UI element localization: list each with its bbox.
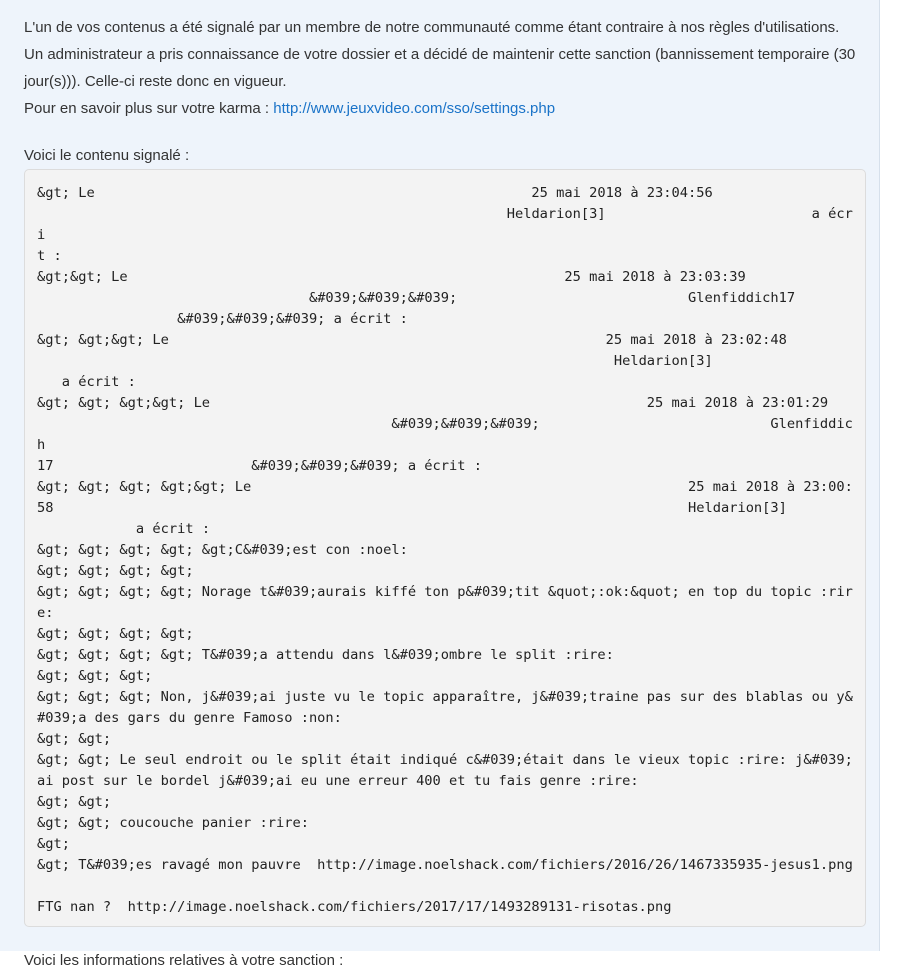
reported-content-line: e: <box>37 605 54 621</box>
reported-content-line: &#039;&#039;&#039; a écrit : <box>37 311 408 327</box>
reported-content-line: #039;a des gars du genre Famoso :non: <box>37 710 342 726</box>
decision-notice: Un administrateur a pris connaissance de votre dossier et a décidé de maintenir cette sanction (bannissement temporaire (30 jour(s))). Celle-ci reste donc en vigueur. <box>24 46 856 90</box>
reported-content-line: &gt; Le 25 mai 2018 à 23:04:56 <box>37 185 713 201</box>
reported-content-line: &#039;&#039;&#039; Glenfiddich <box>37 416 853 453</box>
reported-content-line: &gt; &gt; &gt; &gt; T&#039;a attendu dans l&#039;ombre le split :rire: <box>37 647 614 663</box>
reported-content-line: &gt; &gt; &gt; &gt; Norage t&#039;aurais kiffé ton p&#039;tit &quot;:ok:&quot; en top du topic :rir <box>37 584 853 600</box>
reported-content-line: &gt; &gt; &gt; &gt; <box>37 563 194 579</box>
reported-content-line: &gt; &gt; &gt; Non, j&#039;ai juste vu le topic apparaître, j&#039;traine pas sur des blablas ou y& <box>37 689 853 705</box>
reported-content-line: &gt;&gt; Le 25 mai 2018 à 23:03:39 <box>37 269 746 285</box>
reported-content-line: &gt; &gt; &gt; &gt; <box>37 626 194 642</box>
report-notice: L'un de vos contenus a été signalé par un membre de notre communauté comme étant contraire à nos règles d'utilisations. <box>24 19 840 36</box>
reported-content-line: &#039;&#039;&#039; Glenfiddich17 <box>37 290 796 306</box>
karma-line <box>24 95 866 122</box>
reported-content-line: ai post sur le bordel j&#039;ai eu une erreur 400 et tu fais genre :rire: <box>37 773 639 789</box>
sanction-info-label: Voici les informations relatives à votre sanction : <box>24 952 344 969</box>
message-content <box>24 14 866 974</box>
reported-content-line: 58 Heldarion[3] <box>37 500 787 516</box>
reported-content-box <box>24 169 866 927</box>
reported-content-line: &gt; &gt; coucouche panier :rire: <box>37 815 309 831</box>
reported-content-label: Voici le contenu signalé : <box>24 147 190 164</box>
reported-content-line: &gt; T&#039;es ravagé mon pauvre http://image.noelshack.com/fichiers/2016/26/1467335935-jesus1.png <box>37 857 853 873</box>
reported-content-line: &gt; &gt; &gt; &gt; &gt;C&#039;est con :noel: <box>37 542 408 558</box>
karma-prefix: Pour en savoir plus sur votre karma : <box>24 100 274 117</box>
reported-content-line: &gt; &gt; <box>37 731 112 747</box>
reported-content-line: &gt; &gt; &gt; <box>37 668 153 684</box>
reported-content-text <box>37 183 853 918</box>
reported-content-line: t : <box>37 248 62 264</box>
intro-block <box>24 14 866 122</box>
reported-content-line: &gt; &gt; &gt; &gt;&gt; Le 25 mai 2018 à 23:00: <box>37 479 853 495</box>
reported-content-line: Heldarion[3] <box>37 353 713 369</box>
reported-content-line: &gt; <box>37 836 70 852</box>
reported-content-line: &gt; &gt; Le seul endroit ou le split était indiqué c&#039;était dans le vieux topic :rire: j&#039; <box>37 752 853 768</box>
reported-content-line: &gt; &gt; <box>37 794 112 810</box>
reported-content-line: Heldarion[3] a écri <box>37 206 853 243</box>
reported-content-line: &gt; &gt; &gt;&gt; Le 25 mai 2018 à 23:01:29 <box>37 395 829 411</box>
reported-content-line: &gt; &gt;&gt; Le 25 mai 2018 à 23:02:48 <box>37 332 787 348</box>
reported-content-line: a écrit : <box>37 521 211 537</box>
reported-content-line: 17 &#039;&#039;&#039; a écrit : <box>37 458 482 474</box>
reported-content-line: FTG nan ? http://image.noelshack.com/fichiers/2017/17/1493289131-risotas.png <box>37 899 672 915</box>
reported-content-line: a écrit : <box>37 374 136 390</box>
karma-settings-link[interactable]: http://www.jeuxvideo.com/sso/settings.php <box>273 100 556 117</box>
